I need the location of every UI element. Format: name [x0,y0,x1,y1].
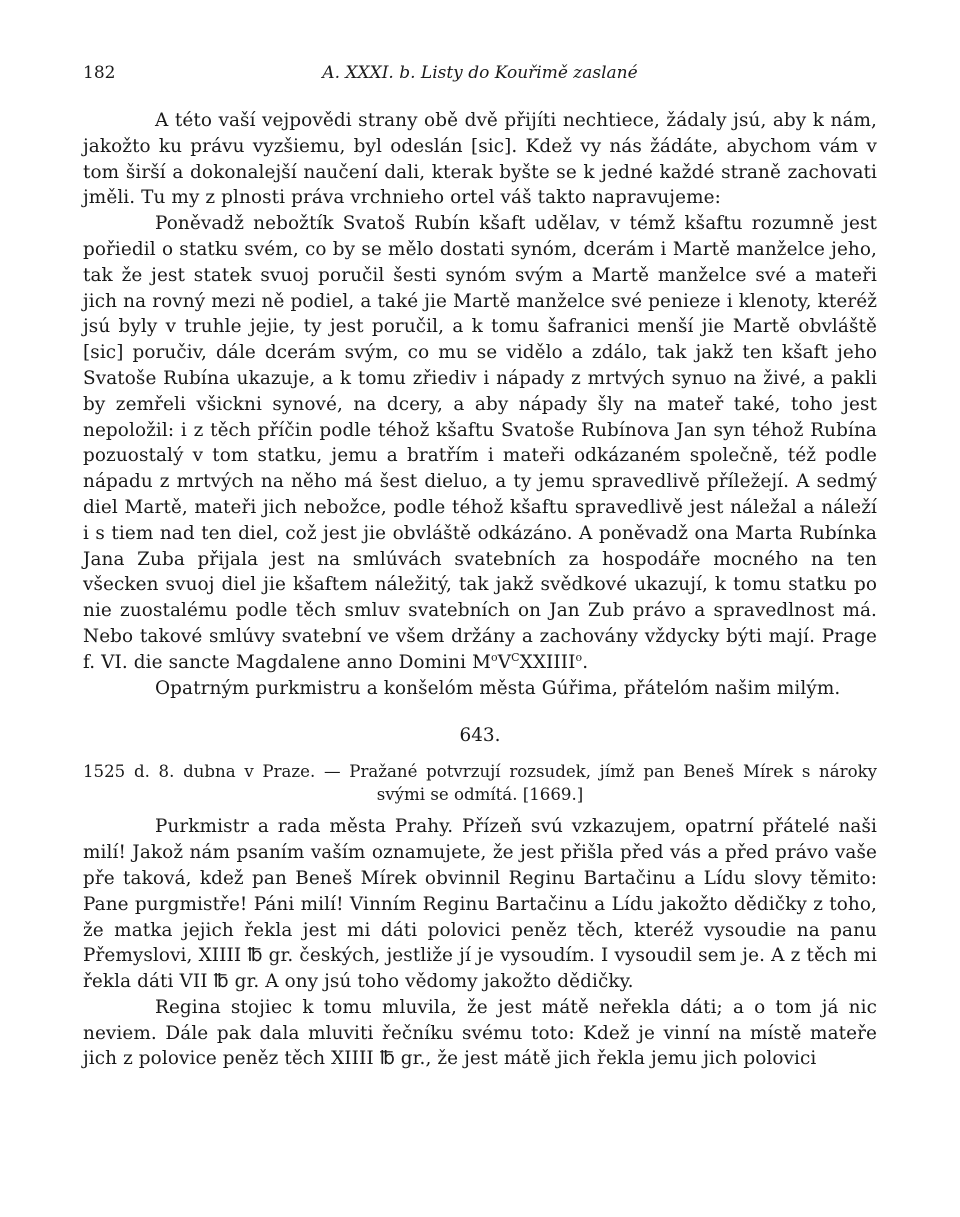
page-number: 182 [83,63,116,83]
date-superscript: o [491,650,498,664]
document-regest: 1525 d. 8. dubna v Praze. — Pražané potvrzují rozsudek, jímž pan Beneš Mírek s nároky svými se odmítá. [1669.] [83,762,877,804]
document-page [83,58,877,1072]
running-title: A. XXXI. b. Listy do Kouřimě zaslané [322,63,638,83]
address-line: Opatrným purkmistru a konšelóm města Gúřima, přátelóm našim milým. [155,677,841,699]
paragraph: A této vaší vejpovědi strany obě dvě přijíti nechtiece, žádaly jsú, aby k nám, jakožto ku právu vyzšiemu, byl odeslán [sic]. Kdež vy nás žádáte, abychom vám v tom širší a dokonalejší naučení dali, kterak byšte se k jedné každé straně zachovati jměli. Tu my z plnosti práva vrchnieho ortel váš takto napravujeme: [83,110,877,209]
running-head [83,58,877,88]
date-superscript: C [511,650,520,664]
date-superscript: o [575,650,583,664]
document-number: 643. [459,725,501,747]
date-end: . [582,651,589,673]
document-642-body [83,108,877,701]
date-V: V [497,651,512,673]
paragraph [83,211,877,675]
date-M: M [472,651,491,673]
paragraph-text: Poněvadž nebožtík Svatoš Rubín kšaft udělav, v témž kšaftu rozumně jest pořiedil o statku svém, co by se mělo dostati synóm, dcerám i Martě manželce jeho, tak že jest statek svuoj poručil šesti synóm svým a Martě manželce své a mateři jich na rovný mezi ně podiel, a také jie Martě manželce své penieze i klenoty, kteréž jsú byly v truhle jejie, ty jest poručil, a k tomu šafranici menší jie Martě obvláště [sic] poručiv, dále dcerám svým, co mu se vidělo a zdálo, tak jakž ten kšaft jeho Svatoše Rubína ukazuje, a k tomu zřiediv i nápady z mrtvých synuo na živé, a pakli by zemřeli všickni synové, na dcery, a aby nápady šly na mateř také, toho jest nepoložil: i z těch příčin podle téhož kšaftu Svatoše Rubínova Jan syn téhož Rubína pozuostalý v tom statku, jemu a bratřím i mateři odkázaném společně, též podle nápadu z mrtvých na něho má šest dieluo, a ty jemu spravedlivě příležejí. A sedmý diel Martě, mateři jich nebožce, podle téhož kšaftu spravedlivě jest náležal a náleží i s tiem nad ten diel, což jest jie obvláště odkázáno. A poněvadž ona Marta Rubínka Jana Zuba přijala jest na smlúvách svatebních za hospodáře mocného na ten všecken svuoj diel jie kšaftem náležitý, tak jakž svědkové ukazují, k tomu statku po nie zuostalému podle těch smluv svatebních on Jan Zub právo a spravedlnost má. Nebo takové smlúvy svatební ve všem držány a zachovány vždycky býti mají. Prage f. VI. die sancte Magdalene anno Domini [83,213,877,673]
date-XXIIII: XXIIII [519,651,576,673]
paragraph: Purkmistr a rada města Prahy. Přízeň svú vzkazujem, opatrní přátelé naši milí! Jakož nám psaním vaším oznamujete, že jest přišla před vás a před právo vaše pře taková, kdež pan Beneš Mírek obvinnil Reginu Bartačinu a Lídu slovy těmito: Pane purgmistře! Páni milí! Vinním Reginu Bartačinu a Lídu jakožto dědičky z toho, že matka jejich řekla jest mi dáti polovici peněz těch, kteréž vysoudie na panu Přemyslovi, XIIII ℔ gr. českých, jestliže jí je vysoudím. I vysoudil sem je. A z těch mi řekla dáti VII ℔ gr. A ony jsú toho vědomy jakožto dědičky. [83,816,877,993]
document-643-body [83,814,877,1072]
paragraph: Regina stojiec k tomu mluvila, že jest mátě neřekla dáti; a o tom já nic neviem. Dále pak dala mluviti řečníku svému toto: Kdež je vinní na místě mateře jich z polovice peněz těch XIIII ℔ gr., že jest mátě jich řekla jemu jich polovici [83,996,877,1070]
